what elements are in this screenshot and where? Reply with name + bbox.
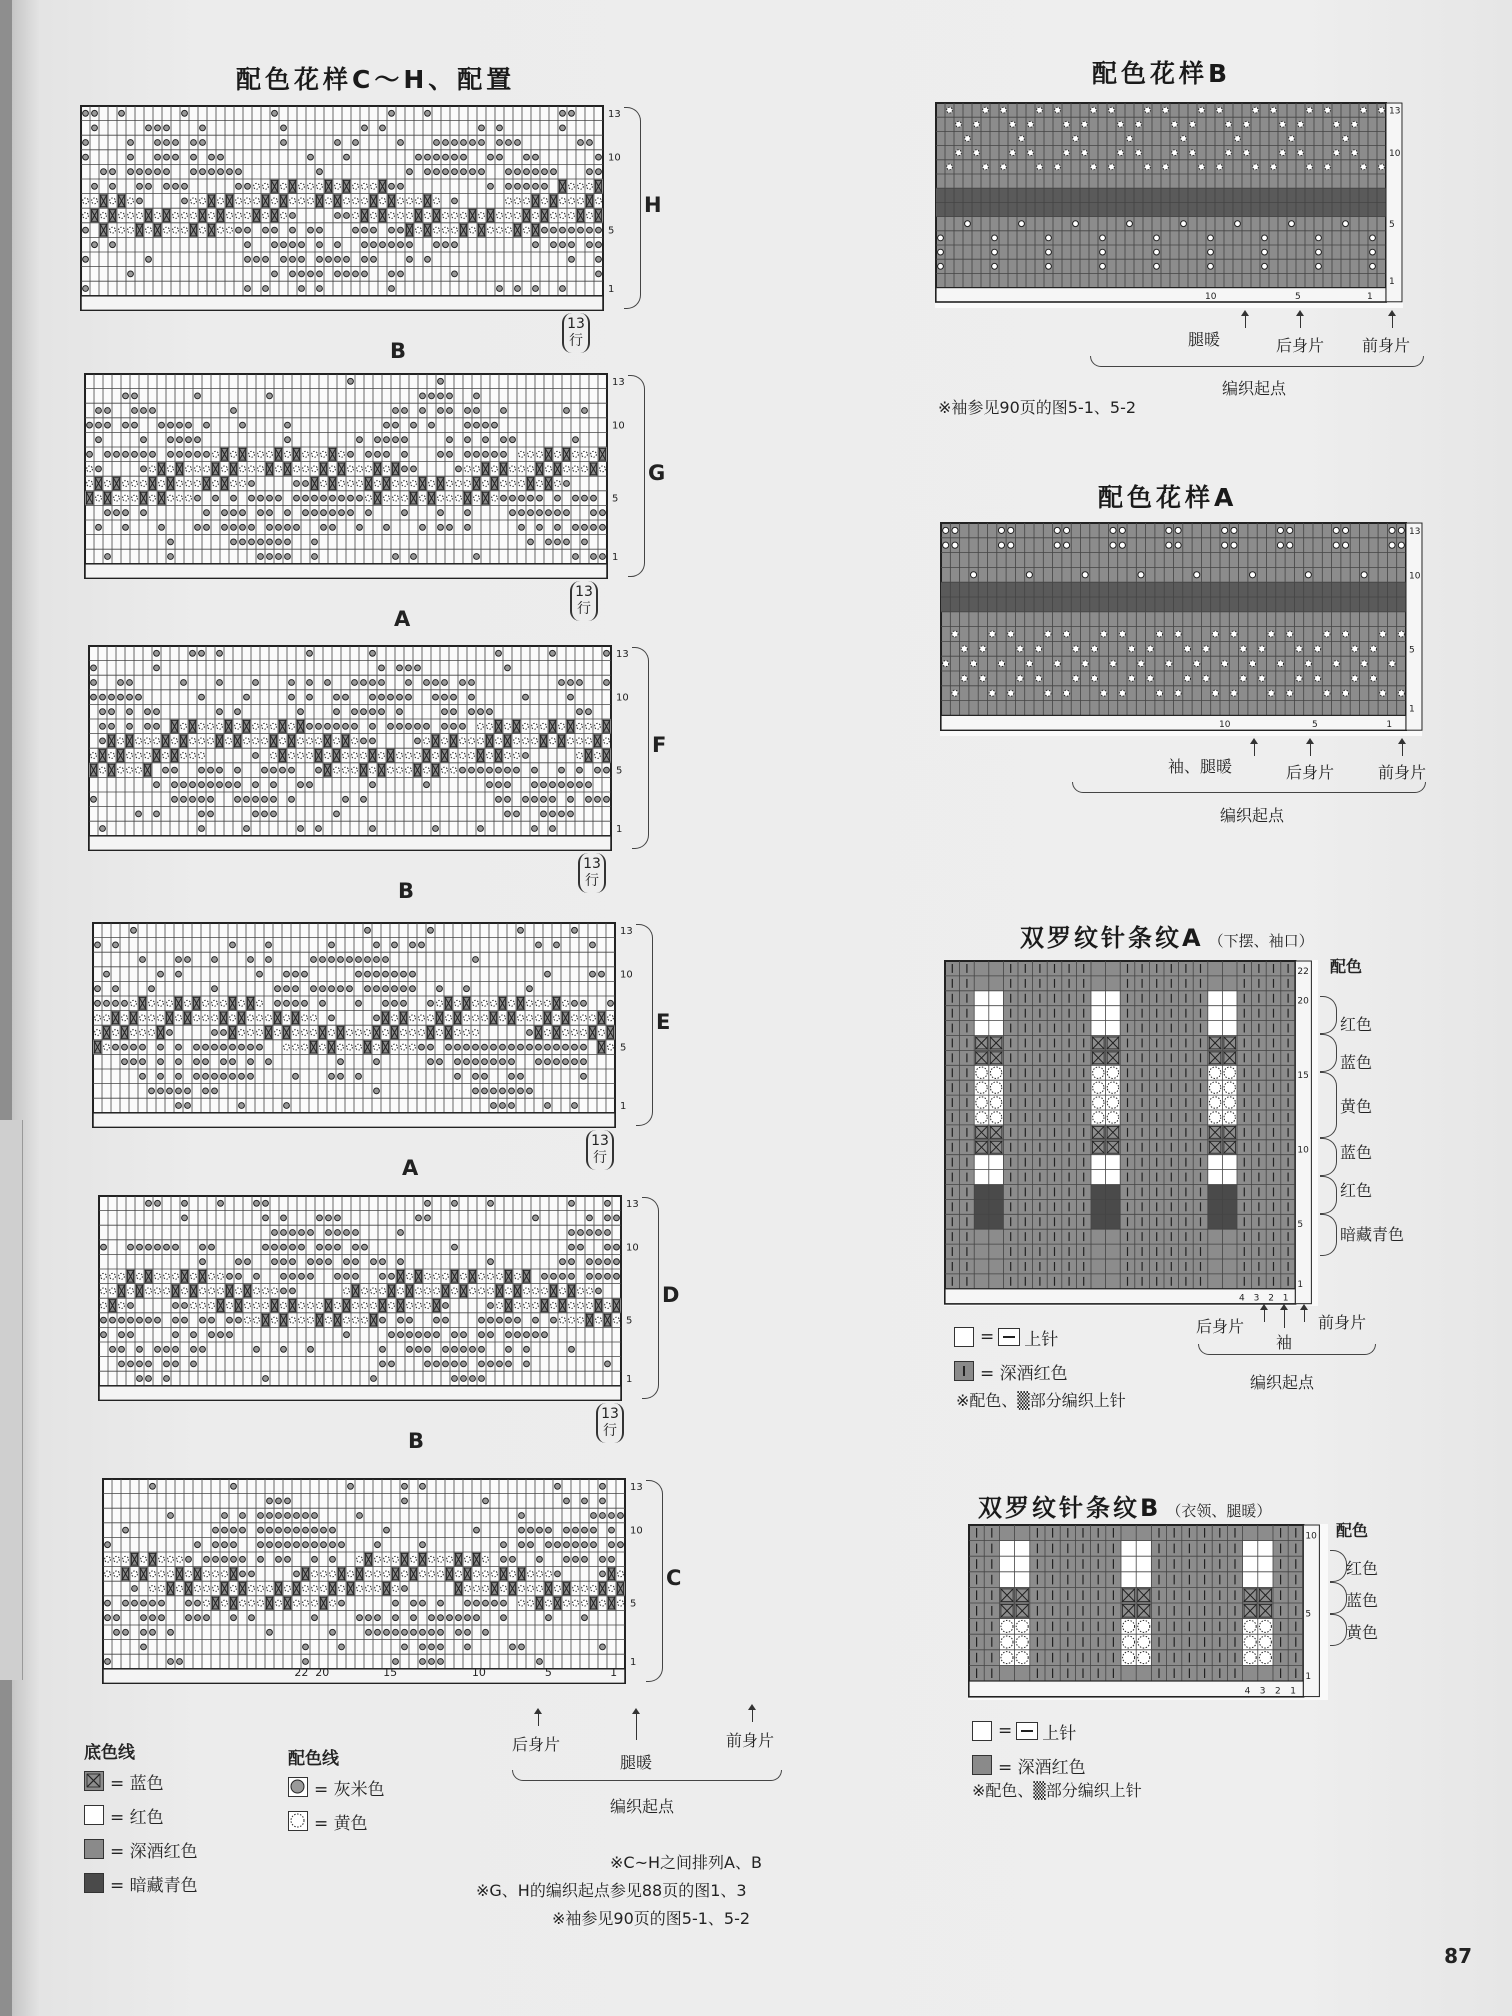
- col-tick: 2: [1274, 1686, 1281, 1697]
- row-tick: 10: [1408, 571, 1421, 582]
- band-letter-f: F: [652, 733, 667, 758]
- legend-swatch: [84, 1805, 104, 1825]
- rib-b-brace-3: [1330, 1614, 1347, 1646]
- band-bracket: [632, 647, 649, 849]
- wine-swatch-b: [972, 1755, 992, 1775]
- separator-letter: A: [402, 1156, 419, 1181]
- rib-b-legend-purl: [972, 1714, 1086, 1748]
- marker-front: 前身片: [726, 1731, 775, 1750]
- pattern-b-back: 后身片: [1276, 336, 1325, 355]
- col-tick: 10: [1204, 291, 1217, 302]
- band-chart-d: [98, 1195, 650, 1407]
- rib-a-brace-2: [1320, 1034, 1337, 1072]
- rib-b-legend: [972, 1714, 1086, 1782]
- row-tick: 20: [1297, 996, 1309, 1007]
- purl-swatch: [954, 1327, 974, 1347]
- row-tick: 10: [1305, 1531, 1317, 1542]
- col-tick: 3: [1259, 1686, 1266, 1697]
- band-row-tick: 1: [619, 1101, 627, 1113]
- row-tick: 5: [1297, 1220, 1304, 1231]
- band-row-tick: 13: [607, 108, 621, 120]
- row-tick: 5: [1305, 1609, 1312, 1620]
- arrow-a-back: [1310, 742, 1311, 756]
- band-letter-c: C: [666, 1566, 682, 1591]
- wine-label-b: = 深酒红色: [998, 1757, 1086, 1778]
- band-bracket: [628, 375, 645, 577]
- band-letter-g: G: [648, 461, 666, 486]
- wine-swatch: [954, 1361, 974, 1381]
- pattern-a-start: 编织起点: [1220, 806, 1285, 825]
- rib-a-legend-wine: [954, 1354, 1068, 1388]
- band-letter-d: D: [662, 1283, 680, 1308]
- rib-a-subtitle: （下摆、袖口）: [1208, 932, 1314, 950]
- pattern-b-front: 前身片: [1362, 336, 1411, 355]
- chart-a-grid: [940, 522, 1425, 731]
- legend-swatch: [84, 1873, 104, 1893]
- band-row-tick: 13: [615, 648, 629, 660]
- color-label: 蓝色: [1340, 1143, 1373, 1162]
- separator-letter: A: [394, 607, 411, 632]
- row-tick: 5: [1388, 220, 1395, 231]
- arrow-back: [538, 1712, 539, 1726]
- legend-row: [288, 1770, 385, 1804]
- row-count-label: 13行: [562, 313, 590, 353]
- rib-a-color-header: 配色: [1330, 957, 1363, 976]
- marker-back: 后身片: [512, 1735, 561, 1754]
- legend-base-title: 底色线: [84, 1743, 135, 1763]
- band-row-tick: 13: [625, 1198, 639, 1210]
- band-chart-f: [88, 645, 640, 857]
- band-grid-d: [98, 1195, 644, 1401]
- column-tick: 10: [471, 1666, 486, 1680]
- pattern-a-front: 前身片: [1378, 763, 1427, 782]
- color-label: 红色: [1340, 1015, 1373, 1034]
- column-tick: 5: [544, 1666, 552, 1680]
- page-number: 87: [1444, 1944, 1472, 1968]
- pattern-a-brace: [1072, 782, 1426, 793]
- arrow-a-front: [1402, 742, 1403, 756]
- legend-row: [84, 1832, 198, 1866]
- purl-symbol-icon-b: [1016, 1722, 1038, 1740]
- band-row-tick: 1: [611, 552, 619, 564]
- arrow-front: [752, 1708, 753, 1722]
- col-tick: 1: [1366, 291, 1373, 302]
- rib-a-chart: [944, 960, 1318, 1306]
- row-tick: 1: [1388, 277, 1395, 288]
- marker-leg: 腿暖: [620, 1753, 653, 1772]
- pattern-b-leg: 腿暖: [1188, 330, 1221, 349]
- rib-a-back: 后身片: [1196, 1317, 1245, 1336]
- purl-eq-b: =: [998, 1721, 1013, 1741]
- row-tick: 1: [1305, 1671, 1312, 1682]
- band-row-tick: 5: [611, 493, 619, 505]
- legend-contrast-title: 配色线: [288, 1749, 339, 1769]
- band-row-tick: 5: [615, 765, 623, 777]
- rib-a-legend-purl: [954, 1320, 1068, 1354]
- band-row-tick: 5: [607, 225, 615, 237]
- rib-a-brace-5: [1320, 1176, 1337, 1214]
- row-tick: 1: [1297, 1279, 1304, 1290]
- color-label: 黄色: [1340, 1097, 1373, 1116]
- col-tick: 1: [1290, 1686, 1296, 1697]
- col-tick: 2: [1268, 1293, 1274, 1304]
- rib-a-note: ※配色、▒部分编织上针: [956, 1391, 1126, 1410]
- color-label: 蓝色: [1340, 1053, 1373, 1072]
- legend-base: [84, 1738, 198, 1900]
- start-brace: [512, 1770, 782, 1781]
- rib-a-brace-1: [1320, 996, 1337, 1034]
- purl-label-b: 上针: [1042, 1723, 1077, 1744]
- row-tick: 5: [1408, 645, 1415, 656]
- band-row-tick: 10: [611, 420, 625, 432]
- rib-a-start: 编织起点: [1250, 1373, 1315, 1392]
- col-tick: 3: [1253, 1293, 1260, 1304]
- pattern-b-chart: [935, 102, 1403, 308]
- rib-a-brace-6: [1320, 1214, 1337, 1256]
- col-tick: 10: [1218, 720, 1231, 731]
- band-row-tick: 10: [625, 1242, 639, 1254]
- legend-row: [84, 1798, 198, 1832]
- column-tick: 20: [315, 1666, 330, 1680]
- legend-label: = 灰米色: [314, 1779, 385, 1800]
- band-row-tick: 10: [629, 1525, 643, 1537]
- legend-label: = 暗藏青色: [110, 1875, 198, 1896]
- column-tick: 15: [383, 1666, 398, 1680]
- row-tick: 13: [1388, 106, 1401, 117]
- pattern-a-chart: [940, 522, 1422, 736]
- legend-label: = 蓝色: [110, 1773, 164, 1794]
- purl-swatch-b: [972, 1721, 992, 1741]
- rib-a-brace: [1198, 1344, 1376, 1355]
- legend-swatch: [288, 1811, 308, 1831]
- legend-row: [84, 1866, 198, 1900]
- arrow-leg: [636, 1712, 637, 1740]
- color-label: 红色: [1346, 1559, 1379, 1578]
- page-title: 配色花样C～H、配置: [236, 65, 516, 94]
- legend-swatch: [84, 1771, 104, 1791]
- rib-b-chart: [968, 1524, 1328, 1700]
- band-letter-e: E: [656, 1010, 671, 1035]
- band-grid-c: [102, 1478, 648, 1684]
- color-label: 蓝色: [1346, 1591, 1379, 1610]
- col-tick: 4: [1238, 1293, 1245, 1304]
- row-count-label: 13行: [578, 853, 606, 893]
- pattern-b-title: 配色花样B: [1092, 59, 1232, 88]
- legend-label: = 红色: [110, 1807, 164, 1828]
- column-tick: 1: [610, 1666, 618, 1680]
- pattern-a-back: 后身片: [1286, 763, 1335, 782]
- band-row-tick: 5: [619, 1042, 627, 1054]
- row-count-label: 13行: [596, 1403, 624, 1443]
- arrow-ra-sleeve: [1284, 1308, 1285, 1328]
- band-row-tick: 1: [607, 284, 615, 296]
- note-2: ※G、H的编织起点参见88页的图1、3: [476, 1881, 747, 1900]
- color-label: 暗藏青色: [1340, 1225, 1405, 1244]
- band-grid-e: [92, 922, 638, 1128]
- pattern-b-start: 编织起点: [1222, 379, 1287, 398]
- band-row-tick: 10: [607, 152, 621, 164]
- rib-a-brace-3: [1320, 1072, 1337, 1138]
- color-label: 黄色: [1346, 1623, 1379, 1642]
- band-bracket: [624, 107, 641, 309]
- band-row-tick: 1: [629, 1657, 637, 1669]
- band-chart-c: [102, 1478, 654, 1690]
- pattern-b-brace: [1090, 356, 1424, 367]
- row-tick: 1: [1408, 704, 1415, 715]
- legend-row: [288, 1804, 385, 1838]
- row-tick: 10: [1297, 1145, 1309, 1156]
- arrow-ra-back: [1264, 1308, 1265, 1322]
- rib-a-sleeve: 袖: [1276, 1333, 1293, 1352]
- band-letter-h: H: [644, 193, 662, 218]
- rib-b-brace-2: [1330, 1582, 1347, 1614]
- band-row-tick: 1: [625, 1374, 633, 1386]
- band-row-tick: 13: [611, 376, 625, 388]
- legend-label: = 深酒红色: [110, 1841, 198, 1862]
- rib-b-heading: [978, 1488, 1271, 1523]
- band-grid-g: [84, 373, 630, 579]
- purl-symbol-icon: [998, 1328, 1020, 1346]
- purl-eq: =: [980, 1327, 995, 1347]
- rib-b-note: ※配色、▒部分编织上针: [972, 1781, 1142, 1800]
- chart-ra-grid: [944, 960, 1314, 1305]
- book-spine: [0, 0, 12, 2016]
- band-row-tick: 13: [629, 1481, 643, 1493]
- note-3: ※袖参见90页的图5-1、5-2: [552, 1909, 751, 1928]
- rib-a-front: 前身片: [1318, 1313, 1367, 1332]
- col-tick: 5: [1294, 291, 1301, 302]
- separator-letter: B: [390, 339, 407, 364]
- legend-contrast-rows: [288, 1770, 385, 1838]
- chart-rb-grid: [968, 1524, 1322, 1698]
- pattern-a-title: 配色花样A: [1098, 483, 1238, 512]
- rib-b-legend-wine: [972, 1748, 1086, 1782]
- rib-b-brace-1: [1330, 1550, 1347, 1582]
- wine-label: = 深酒红色: [980, 1363, 1068, 1384]
- row-tick: 15: [1297, 1071, 1309, 1082]
- band-bracket: [636, 924, 653, 1126]
- row-count-label: 13行: [586, 1130, 614, 1170]
- band-row-tick: 1: [615, 824, 623, 836]
- band-row-tick: 10: [619, 969, 633, 981]
- band-chart-h: [80, 105, 632, 317]
- arrow-b-front: [1392, 314, 1393, 328]
- arrow-a-sleeve: [1254, 742, 1255, 756]
- rib-a-legend: [954, 1320, 1068, 1388]
- rib-b-subtitle: （衣领、腿暖）: [1166, 1502, 1272, 1520]
- row-count-label: 13行: [570, 581, 598, 621]
- column-tick: 22: [294, 1666, 309, 1680]
- col-tick: 1: [1386, 720, 1393, 731]
- color-label: 红色: [1340, 1181, 1373, 1200]
- band-row-tick: 5: [625, 1315, 633, 1327]
- band-row-tick: 10: [615, 692, 629, 704]
- row-tick: 22: [1297, 966, 1309, 977]
- arrow-b-leg: [1245, 314, 1246, 328]
- chart-b-grid: [935, 102, 1405, 303]
- col-tick: 5: [1311, 720, 1318, 731]
- band-chart-g: [84, 373, 636, 585]
- band-chart-e: [92, 922, 644, 1134]
- note-1: ※C~H之间排列A、B: [610, 1853, 762, 1872]
- row-tick: 10: [1388, 149, 1401, 160]
- rib-b-color-header: 配色: [1336, 1521, 1369, 1540]
- arrow-b-back: [1300, 314, 1301, 328]
- legend-label: = 黄色: [314, 1813, 368, 1834]
- pattern-b-note: ※袖参见90页的图5-1、5-2: [938, 398, 1137, 417]
- legend-swatch: [84, 1839, 104, 1859]
- arrow-ra-front: [1304, 1308, 1305, 1322]
- band-row-tick: 5: [629, 1598, 637, 1610]
- pattern-a-sleeve: 袖、腿暖: [1168, 757, 1233, 776]
- separator-letter: B: [408, 1429, 425, 1454]
- legend-contrast: [288, 1744, 385, 1838]
- band-bracket: [646, 1480, 663, 1682]
- band-grid-h: [80, 105, 626, 311]
- legend-base-rows: [84, 1764, 198, 1900]
- legend-row: [84, 1764, 198, 1798]
- rib-a-title: 双罗纹针条纹A: [1020, 924, 1204, 952]
- col-tick: 4: [1244, 1686, 1251, 1697]
- rib-b-title: 双罗纹针条纹B: [978, 1494, 1162, 1522]
- col-tick: 1: [1282, 1293, 1289, 1304]
- band-grid-f: [88, 645, 634, 851]
- marker-start: 编织起点: [610, 1797, 675, 1816]
- band-bracket: [642, 1197, 659, 1399]
- rib-a-brace-4: [1320, 1138, 1337, 1176]
- previous-page-edge: [0, 1120, 23, 1680]
- purl-label: 上针: [1024, 1329, 1059, 1350]
- row-tick: 13: [1408, 527, 1421, 538]
- separator-letter: B: [398, 879, 415, 904]
- legend-swatch: [288, 1777, 308, 1797]
- rib-a-heading: [1020, 918, 1314, 953]
- band-row-tick: 13: [619, 925, 633, 937]
